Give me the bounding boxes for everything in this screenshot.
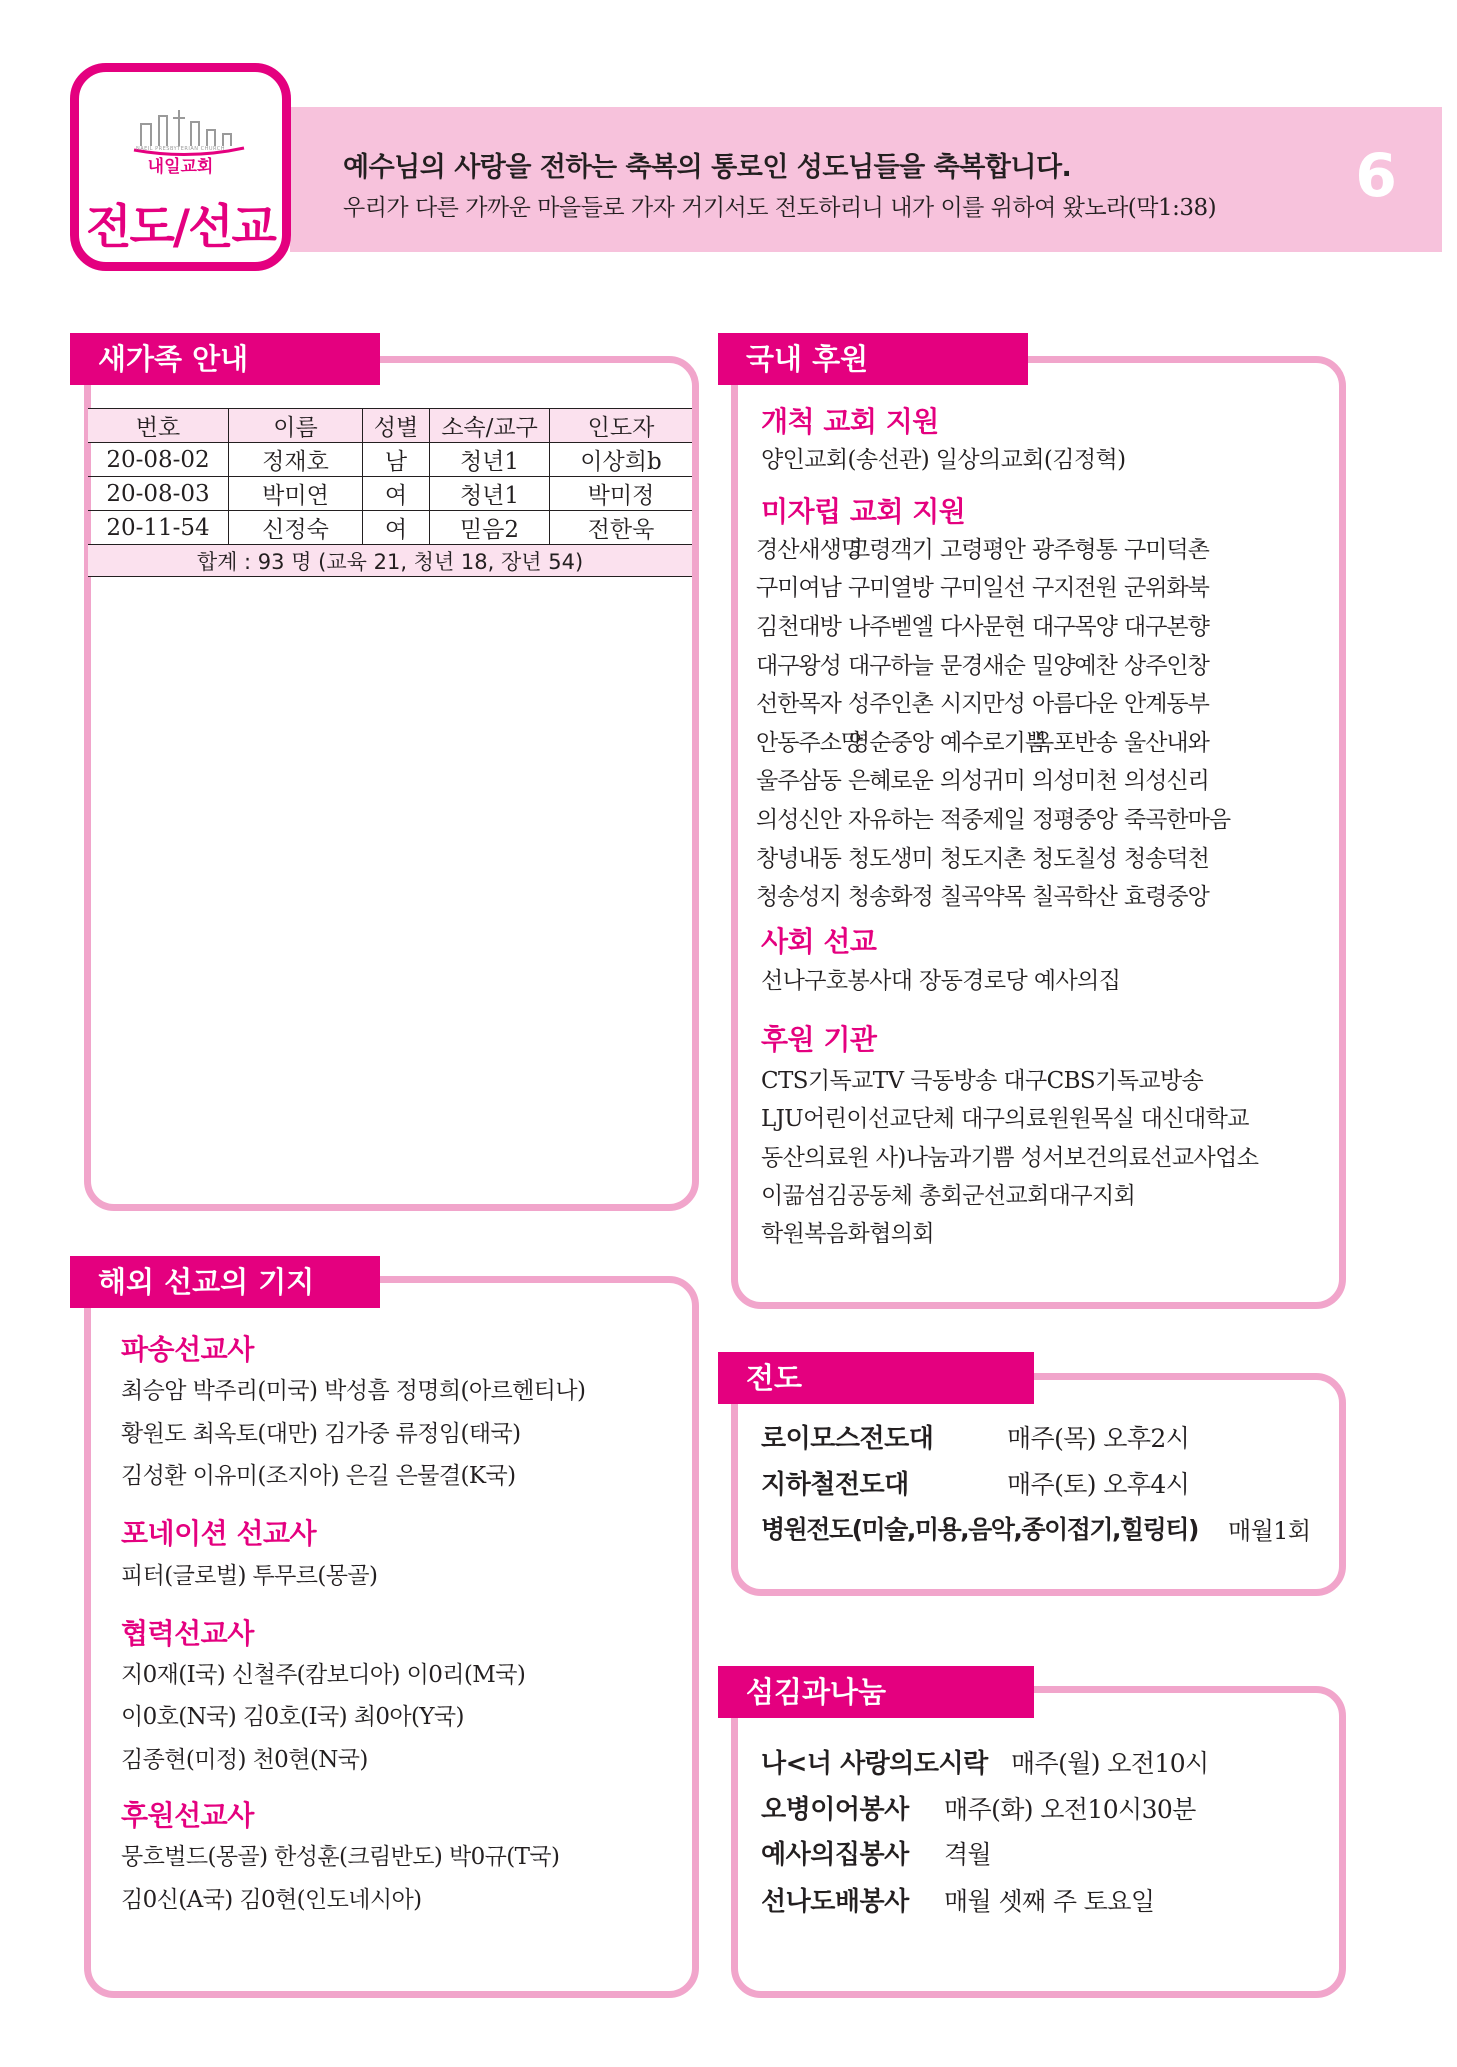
evangelism-tab: 전도	[718, 1352, 1034, 1404]
cell-group: 믿음2	[430, 511, 550, 545]
cell-gender: 남	[363, 443, 430, 477]
table-row	[88, 443, 692, 477]
page-number: 6	[1355, 141, 1397, 211]
institution-line: CTS기독교TV 극동방송 대구CBS기독교방송	[761, 1068, 1204, 1094]
church-name: 구미여남	[756, 575, 841, 602]
domestic-heading-institutions: 후원 기관	[761, 1023, 877, 1056]
church-name: 효령중앙	[1124, 884, 1209, 911]
church-name: 상주인창	[1124, 652, 1209, 679]
church-name: 예수로기쁨	[940, 729, 1047, 756]
church-name: 안계동부	[1124, 691, 1209, 718]
cell-guide: 박미정	[550, 477, 693, 511]
institution-line: 이끎섬김공동체 총회군선교회대구지회	[761, 1183, 1136, 1209]
church-grid-row	[756, 644, 1216, 683]
header-banner	[290, 107, 1442, 252]
church-name: 칠곡학산	[1032, 884, 1117, 911]
church-name: 대구하늘	[848, 652, 933, 679]
domestic-heading-social: 사회 선교	[761, 925, 877, 958]
overseas-line: 김성환 이유미(조지아) 은길 은물결(K국)	[121, 1463, 516, 1489]
table-total-row	[88, 545, 692, 577]
church-name: 광주형통	[1032, 536, 1117, 563]
social-mission-list: 선나구호봉사대 장동경로당 예사의집	[761, 968, 1121, 994]
institution-line: 동산의료원 사)나눔과기쁨 성서보건의료선교사업소	[761, 1145, 1259, 1171]
church-name: 의성미천	[1032, 768, 1117, 795]
church-name: 의성귀미	[940, 768, 1025, 795]
church-name: 영순중앙	[848, 729, 933, 756]
column-header: 이름	[229, 409, 363, 443]
new-family-tab: 새가족 안내	[70, 333, 380, 385]
evangelism-item-name: 로이모스전도대	[761, 1424, 934, 1454]
church-name: 대구목양	[1032, 613, 1117, 640]
church-grid-row	[756, 528, 1216, 567]
church-grid-row	[756, 605, 1216, 644]
column-header: 성별	[363, 409, 430, 443]
column-header: 인도자	[550, 409, 693, 443]
overseas-heading-partner: 협력선교사	[121, 1617, 254, 1650]
column-header: 번호	[88, 409, 229, 443]
church-name: 청도지촌	[940, 845, 1025, 872]
church-name: 울주삼동	[756, 768, 841, 795]
cell-name: 정재호	[229, 443, 363, 477]
service-item-name: 예사의집봉사	[761, 1840, 909, 1870]
cell-number: 20-08-02	[88, 443, 229, 477]
domestic-heading-pioneer: 개척 교회 지원	[761, 405, 939, 438]
table-header-row	[88, 409, 692, 443]
church-name: 청송성지	[756, 884, 841, 911]
overseas-line: 김종현(미정) 천0현(N국)	[121, 1747, 368, 1773]
church-grid-row	[756, 567, 1216, 606]
evangelism-item-schedule: 매월1회	[1228, 1517, 1311, 1545]
church-name: 청송덕천	[1124, 845, 1209, 872]
cell-number: 20-11-54	[88, 511, 229, 545]
church-name: 구지전원	[1032, 575, 1117, 602]
service-tab: 섬김과나눔	[718, 1666, 1034, 1718]
evangelism-item-schedule: 매주(목) 오후2시	[1007, 1424, 1190, 1453]
overseas-line: 이0호(N국) 김0호(I국) 최0아(Y국)	[121, 1704, 464, 1730]
cell-group: 청년1	[430, 477, 550, 511]
new-family-table	[88, 408, 692, 577]
church-name: 옥포반송	[1032, 729, 1117, 756]
cell-number: 20-08-03	[88, 477, 229, 511]
church-name: 군위화북	[1124, 575, 1209, 602]
church-name: 자유하는	[848, 806, 933, 833]
service-item-name: 선나도배봉사	[761, 1887, 909, 1917]
church-name: 고령객기	[848, 536, 933, 563]
overseas-line: 최승암 박주리(미국) 박성흠 정명희(아르헨티나)	[121, 1378, 586, 1404]
church-name: 청도생미	[848, 845, 933, 872]
logo-church-name: 내일교회	[147, 157, 214, 177]
service-item-name: 나<너 사랑의도시락	[761, 1749, 988, 1779]
institution-line: LJU어린이선교단체 대구의료원원목실 대신대학교	[761, 1106, 1249, 1132]
church-name: 정평중앙	[1032, 806, 1117, 833]
overseas-tab: 해외 선교의 기지	[70, 1256, 380, 1308]
evangelism-item-name: 병원전도(미술,미용,음악,종이접기,힐링티)	[761, 1515, 1198, 1544]
church-logo-badge	[70, 63, 291, 271]
service-item-name: 오병이어봉사	[761, 1795, 909, 1825]
overseas-line: 피터(글로벌) 투무르(몽골)	[121, 1563, 378, 1589]
column-header: 소속/교구	[430, 409, 550, 443]
evangelism-item-schedule: 매주(토) 오후4시	[1007, 1470, 1190, 1499]
pioneer-churches: 양인교회(송선관) 일상의교회(김정혁)	[761, 447, 1126, 473]
service-item-schedule: 매주(화) 오전10시30분	[944, 1795, 1196, 1824]
church-name: 밀양예찬	[1032, 652, 1117, 679]
church-name: 경산새생명	[756, 536, 863, 563]
service-item-schedule: 격월	[944, 1840, 992, 1869]
church-name: 안동주소망	[756, 729, 863, 756]
church-name: 청송화정	[848, 884, 933, 911]
church-name: 성주인촌	[848, 691, 933, 718]
cell-gender: 여	[363, 511, 430, 545]
church-name: 은혜로운	[848, 768, 933, 795]
logo-subtitle: NAEIL PRESBYTERIAN CHURCH	[135, 146, 225, 152]
table-row	[88, 477, 692, 511]
church-grid-row	[756, 837, 1216, 876]
overseas-line: 지0재(I국) 신철주(캄보디아) 이0리(M국)	[121, 1662, 526, 1688]
cell-guide: 전한욱	[550, 511, 693, 545]
church-name: 의성신리	[1124, 768, 1209, 795]
church-name: 구미덕촌	[1124, 536, 1209, 563]
church-grid-row	[756, 760, 1216, 799]
overseas-heading-sent: 파송선교사	[121, 1333, 254, 1366]
overseas-line: 황원도 최옥토(대만) 김가중 류정임(태국)	[121, 1421, 521, 1447]
church-name: 선한목자	[756, 691, 841, 718]
section-title: 전도/선교	[86, 200, 275, 255]
church-grid-row	[756, 875, 1216, 914]
church-name: 의성신안	[756, 806, 841, 833]
church-name: 구미일선	[940, 575, 1025, 602]
church-name: 나주벧엘	[848, 613, 933, 640]
overseas-line: 뭉흐벌드(몽골) 한성훈(크림반도) 박0규(T국)	[121, 1844, 560, 1870]
domestic-tab: 국내 후원	[718, 333, 1028, 385]
church-name: 창녕내동	[756, 845, 841, 872]
church-name: 칠곡약목	[940, 884, 1025, 911]
church-name: 아름다운	[1032, 691, 1117, 718]
church-name: 죽곡한마음	[1124, 806, 1231, 833]
cell-gender: 여	[363, 477, 430, 511]
service-item-schedule: 매월 셋째 주 토요일	[944, 1887, 1155, 1916]
church-name: 적중제일	[940, 806, 1025, 833]
total-summary: 합계 : 93 명 (교육 21, 청년 18, 장년 54)	[88, 545, 692, 577]
church-grid-row	[756, 721, 1216, 760]
banner-slogan: 예수님의 사랑을 전하는 축복의 통로인 성도님들을 축복합니다.	[343, 152, 1072, 183]
table-row	[88, 511, 692, 545]
cell-name: 신정숙	[229, 511, 363, 545]
overseas-heading-support: 후원선교사	[121, 1799, 254, 1832]
cell-group: 청년1	[430, 443, 550, 477]
church-name: 고령평안	[940, 536, 1025, 563]
church-grid-row	[756, 682, 1216, 721]
church-name: 청도칠성	[1032, 845, 1117, 872]
church-name: 김천대방	[756, 613, 841, 640]
church-name: 구미열방	[848, 575, 933, 602]
domestic-heading-unestablished: 미자립 교회 지원	[761, 495, 966, 528]
institution-line: 학원복음화협의회	[761, 1221, 934, 1247]
church-name: 울산내와	[1124, 729, 1209, 756]
overseas-line: 김0신(A국) 김0현(인도네시아)	[121, 1887, 422, 1913]
cell-guide: 이상희b	[550, 443, 693, 477]
church-name: 문경새순	[940, 652, 1025, 679]
church-name: 시지만성	[940, 691, 1025, 718]
church-name: 대구본향	[1124, 613, 1209, 640]
church-name: 대구왕성	[756, 652, 841, 679]
church-name: 다사문현	[940, 613, 1025, 640]
unestablished-church-grid	[756, 528, 1231, 914]
overseas-heading-fornation: 포네이션 선교사	[121, 1517, 317, 1550]
banner-verse: 우리가 다른 가까운 마을들로 가자 거기서도 전도하리니 내가 이를 위하여 왔노라(막1:38)	[343, 195, 1217, 221]
cell-name: 박미연	[229, 477, 363, 511]
evangelism-item-name: 지하철전도대	[761, 1470, 909, 1500]
service-item-schedule: 매주(월) 오전10시	[1011, 1749, 1209, 1778]
church-grid-row	[756, 798, 1231, 837]
